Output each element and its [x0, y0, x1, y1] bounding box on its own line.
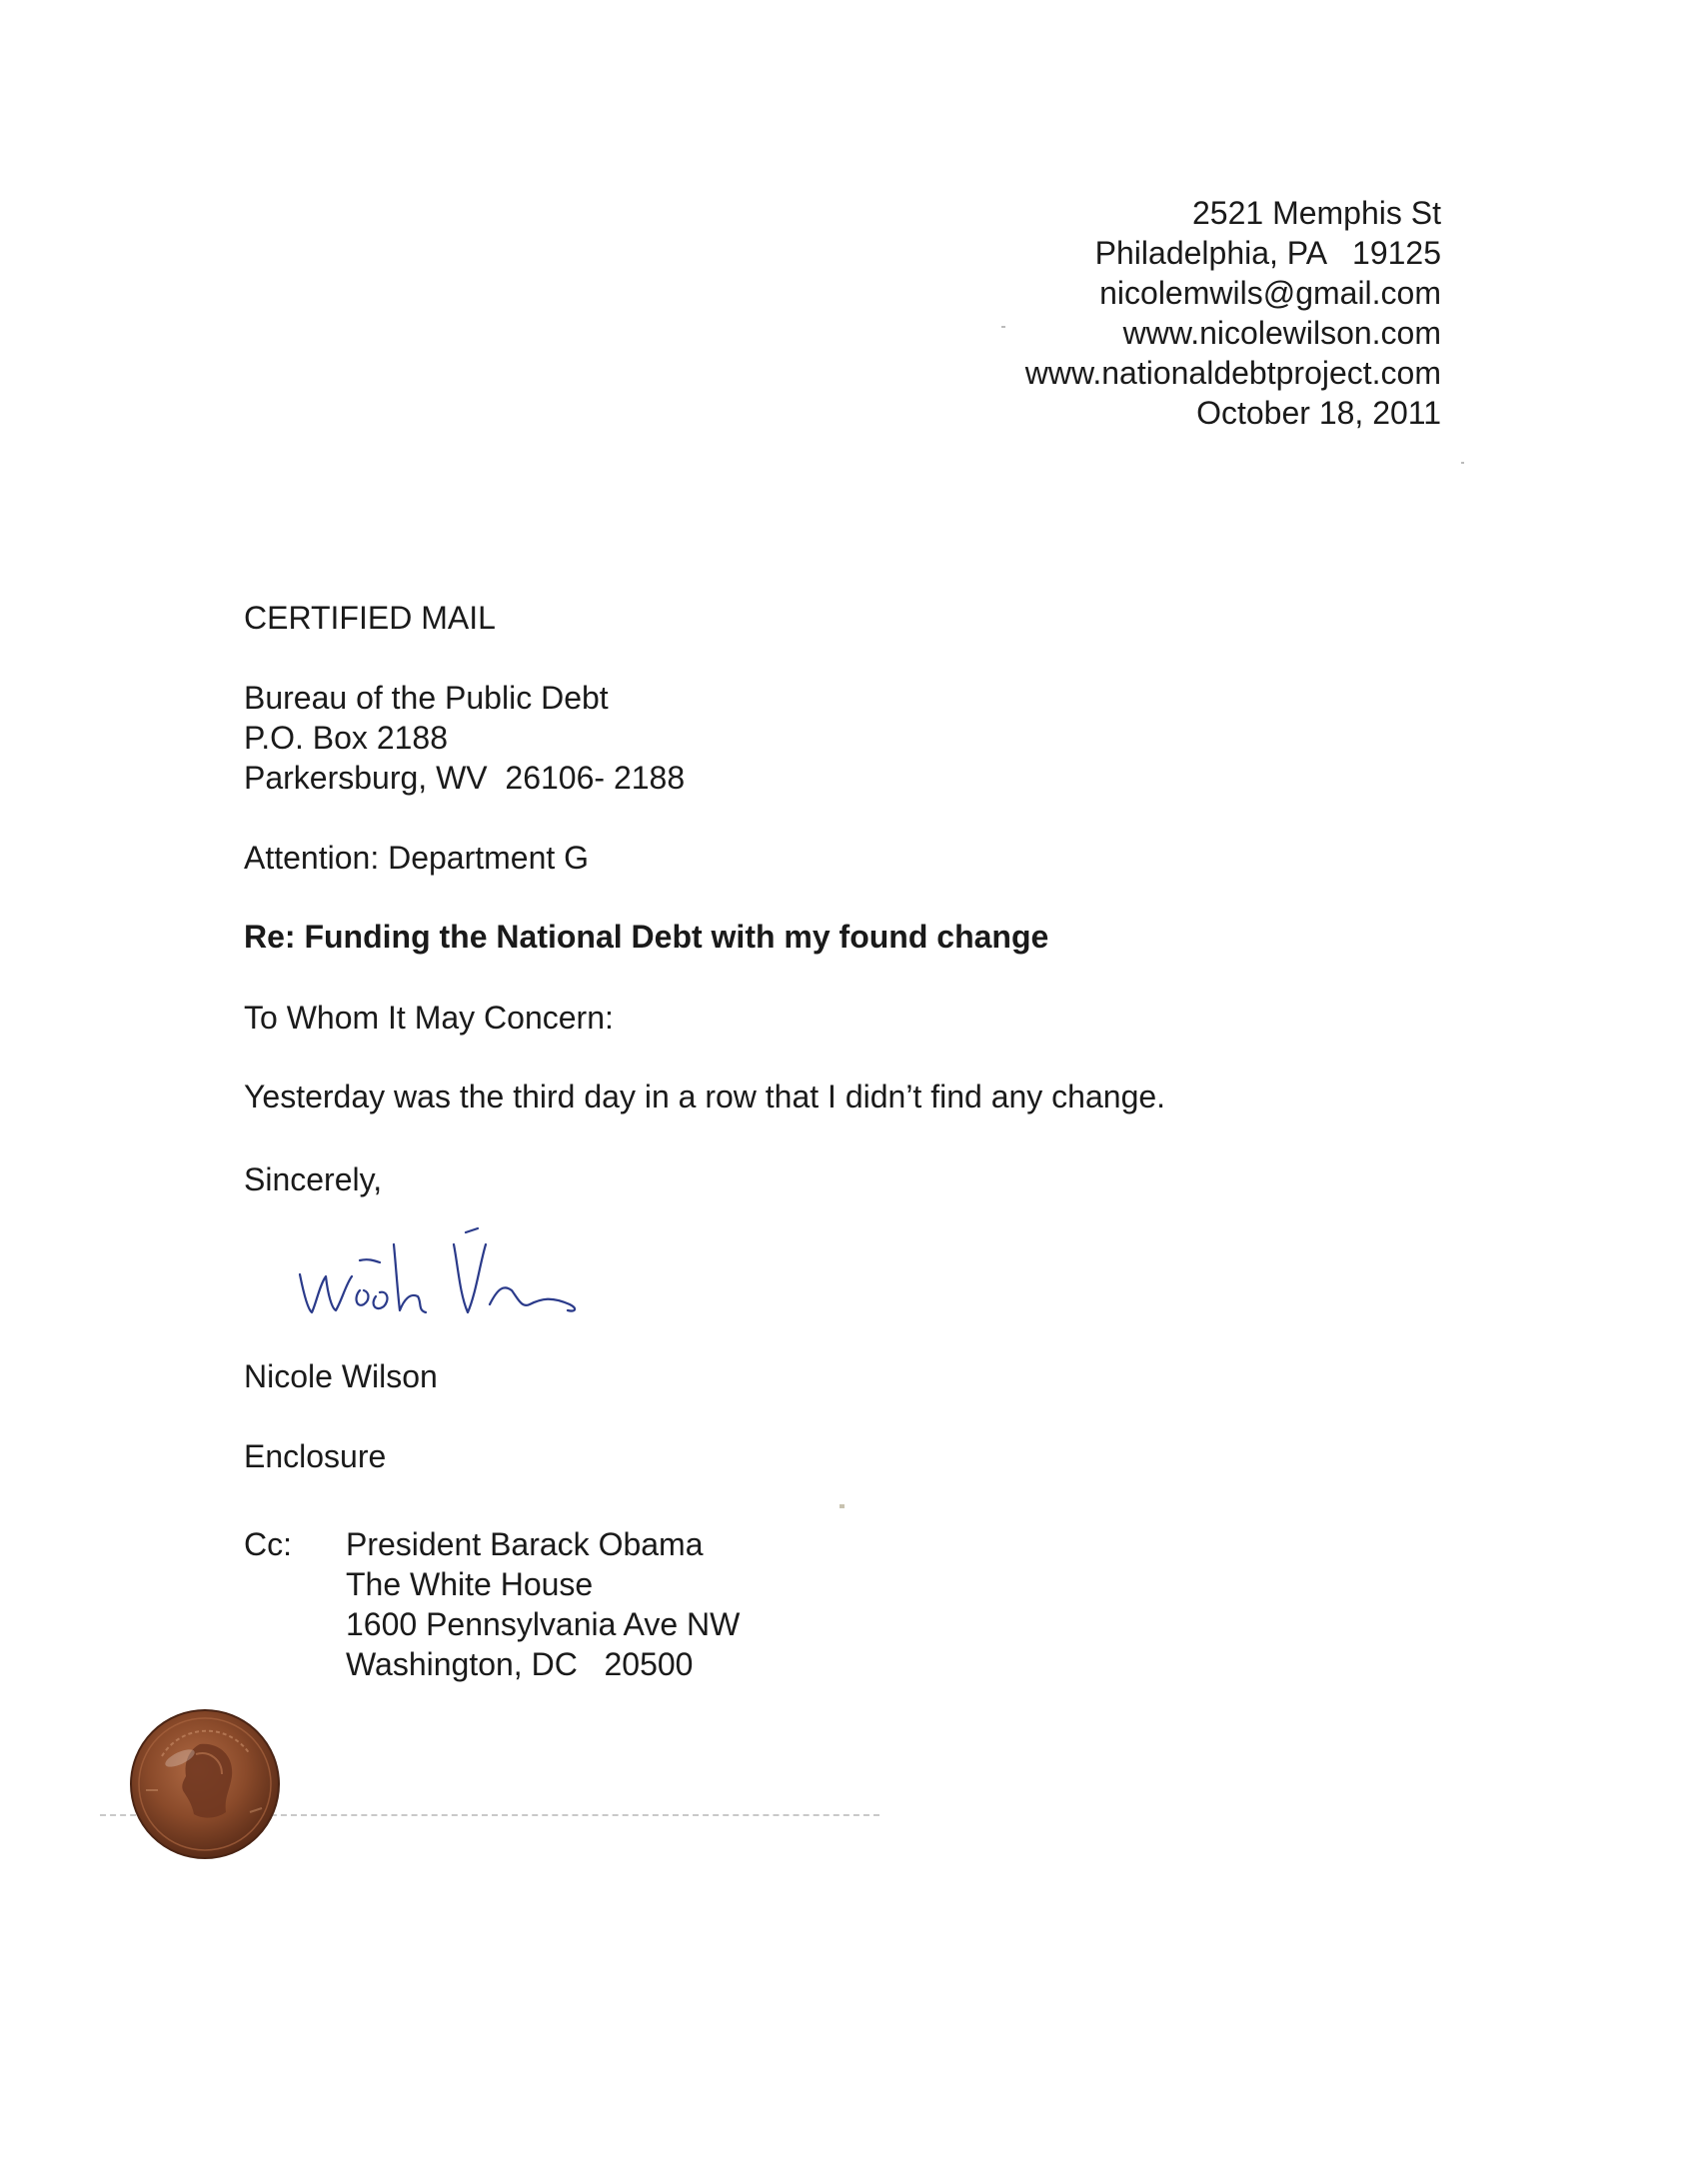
closing: Sincerely,: [244, 1161, 383, 1197]
sender-email: nicolemwils@gmail.com: [1099, 275, 1441, 311]
cc-city: Washington, DC 20500: [346, 1646, 694, 1682]
sender-address: [1025, 193, 1441, 433]
cc-street: 1600 Pennsylvania Ave NW: [346, 1606, 741, 1642]
signer-name: Nicole Wilson: [244, 1358, 438, 1394]
handwritten-signature: [290, 1204, 670, 1334]
sender-website: www.nicolewilson.com: [1122, 315, 1441, 351]
penny-coin-image: [100, 1694, 300, 1894]
salutation: To Whom It May Concern:: [244, 1000, 614, 1036]
delivery-method: CERTIFIED MAIL: [244, 600, 496, 636]
recipient-city: Parkersburg, WV 26106- 2188: [244, 760, 686, 796]
recipient-box: P.O. Box 2188: [244, 720, 448, 756]
cc-label: Cc:: [244, 1526, 292, 1562]
cc-address: [346, 1524, 740, 1684]
scan-speck: [1461, 462, 1464, 464]
enclosure-note: Enclosure: [244, 1438, 387, 1474]
scan-speck: [840, 1504, 845, 1508]
cc-organization: The White House: [346, 1566, 594, 1602]
recipient-name: Bureau of the Public Debt: [244, 680, 609, 716]
cc-name: President Barack Obama: [346, 1526, 704, 1562]
sender-project-website: www.nationaldebtproject.com: [1024, 355, 1441, 391]
body-text: Yesterday was the third day in a row that I didn’t find any change.: [244, 1079, 1166, 1114]
letter-date: October 18, 2011: [1196, 395, 1441, 431]
subject-line: Re: Funding the National Debt with my found change: [244, 919, 1049, 955]
scan-speck: [1001, 326, 1005, 328]
sender-city: Philadelphia, PA 19125: [1094, 235, 1441, 271]
attention-line: Attention: Department G: [244, 840, 590, 876]
sender-street: 2521 Memphis St: [1191, 195, 1441, 231]
